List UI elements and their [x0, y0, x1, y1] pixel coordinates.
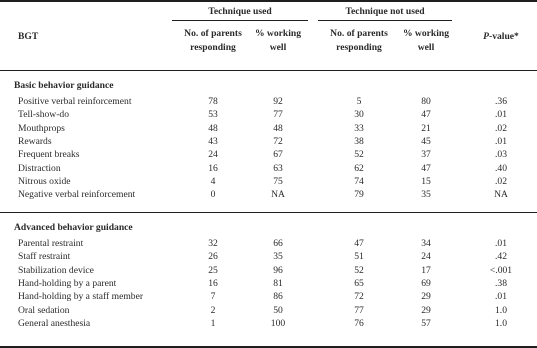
cell-notused-working: 57 [421, 317, 431, 329]
column-header-bgt: BGT [18, 31, 39, 42]
cell-notused-working: 24 [421, 251, 431, 263]
cell-pvalue: 1.0 [495, 317, 507, 329]
cell-notused-working: 80 [421, 96, 431, 107]
cell-used-parents: 16 [208, 277, 218, 289]
group-rule-not-used [318, 20, 452, 21]
cell-used-parents: 24 [208, 149, 218, 161]
cell-used-working: 66 [273, 238, 283, 249]
cell-notused-parents: 72 [354, 291, 364, 303]
row-label: Parental restraint [18, 238, 84, 249]
row-label: Distraction [18, 162, 61, 174]
cell-used-parents: 26 [208, 251, 218, 263]
cell-pvalue: .40 [495, 162, 507, 174]
subheader-used-working-line2: well [269, 42, 287, 53]
row-label: Hand-holding by a parent [18, 277, 117, 289]
row-label: General anesthesia [18, 317, 91, 329]
subheader-notused-working-line2: well [417, 42, 435, 53]
cell-pvalue: <.001 [489, 264, 513, 276]
cell-notused-parents: 30 [354, 109, 364, 121]
cell-notused-working: 17 [421, 264, 431, 276]
cell-notused-parents: 47 [354, 238, 364, 249]
cell-used-working: 48 [273, 122, 283, 134]
cell-pvalue: NA [494, 189, 508, 201]
row-label: Nitrous oxide [18, 175, 71, 187]
cell-pvalue: .01 [495, 238, 507, 249]
cell-used-working: 35 [273, 251, 283, 263]
cell-used-working: 63 [273, 162, 283, 174]
cell-used-parents: 53 [208, 109, 218, 121]
cell-notused-working: 21 [421, 122, 431, 134]
cell-notused-working: 47 [421, 109, 431, 121]
cell-pvalue: .38 [495, 277, 507, 289]
cell-notused-parents: 52 [354, 264, 364, 276]
row-label: Mouthprops [18, 122, 65, 134]
subheader-used-working-line1: % working [254, 28, 302, 39]
group-rule-used [172, 20, 308, 21]
cell-used-parents: 78 [208, 96, 218, 107]
cell-used-working: 50 [273, 304, 283, 316]
cell-used-working: 77 [273, 109, 283, 121]
cell-used-working: 72 [273, 135, 283, 147]
cell-used-working: 67 [273, 149, 283, 161]
cell-notused-working: 29 [421, 291, 431, 303]
cell-pvalue: .03 [495, 149, 507, 161]
row-label: Positive verbal reinforcement [18, 96, 132, 107]
cell-used-parents: 48 [208, 122, 218, 134]
cell-used-working: 92 [273, 96, 283, 107]
cell-used-parents: 25 [208, 264, 218, 276]
subheader-used-parents-line1: No. of parents [184, 28, 242, 39]
cell-notused-parents: 74 [354, 175, 364, 187]
cell-pvalue: .42 [495, 251, 507, 263]
cell-pvalue: .01 [495, 291, 507, 303]
row-label: Tell-show-do [18, 109, 70, 121]
cell-notused-working: 37 [421, 149, 431, 161]
cell-notused-working: 29 [421, 304, 431, 316]
cell-notused-parents: 33 [354, 122, 364, 134]
cell-used-working: 86 [273, 291, 283, 303]
cell-notused-working: 47 [421, 162, 431, 174]
cell-notused-working: 35 [421, 189, 431, 201]
row-label: Frequent breaks [18, 149, 80, 161]
cell-notused-parents: 79 [354, 189, 364, 201]
cell-pvalue: 1.0 [495, 304, 507, 316]
cell-pvalue: .02 [495, 122, 507, 134]
row-label: Negative verbal reinforcement [18, 189, 136, 201]
subheader-notused-working-line1: % working [402, 28, 450, 39]
cell-notused-parents: 52 [354, 149, 364, 161]
cell-used-parents: 0 [210, 189, 216, 201]
cell-used-parents: 4 [210, 175, 216, 187]
cell-pvalue: .01 [495, 109, 507, 121]
top-rule [0, 0, 537, 2]
cell-used-working: 96 [273, 264, 283, 276]
cell-notused-working: 34 [421, 238, 431, 249]
pvalue-suffix: -value* [489, 31, 519, 42]
cell-notused-working: 15 [421, 175, 431, 187]
cell-used-parents: 7 [210, 291, 216, 303]
cell-notused-parents: 51 [354, 251, 364, 263]
group-header-technique-used: Technique used [208, 6, 272, 17]
subheader-notused-parents-line2: responding [336, 42, 382, 53]
row-label: Staff restraint [18, 251, 71, 263]
cell-notused-working: 45 [421, 135, 431, 147]
cell-used-parents: 43 [208, 135, 218, 147]
cell-pvalue: .36 [495, 96, 507, 107]
cell-notused-parents: 76 [354, 317, 364, 329]
subheader-notused-parents-line1: No. of parents [330, 28, 388, 39]
row-label: Rewards [18, 135, 52, 147]
row-label: Oral sedation [18, 304, 70, 316]
column-header-pvalue [470, 31, 532, 42]
cell-used-parents: 32 [208, 238, 218, 249]
row-label: Stabilization device [18, 264, 94, 276]
cell-used-working: 81 [273, 277, 283, 289]
cell-notused-parents: 62 [354, 162, 364, 174]
cell-used-working: 75 [273, 175, 283, 187]
cell-notused-working: 69 [421, 277, 431, 289]
section-divider-rule [0, 212, 537, 213]
cell-used-parents: 2 [210, 304, 216, 316]
pvalue-italic-p: P [483, 31, 489, 42]
cell-used-parents: 1 [210, 317, 216, 329]
group-header-technique-not-used: Technique not used [345, 6, 425, 17]
header-bottom-rule [0, 70, 537, 71]
subheader-used-parents-line2: responding [190, 42, 236, 53]
cell-notused-parents: 65 [354, 277, 364, 289]
cell-used-parents: 16 [208, 162, 218, 174]
cell-notused-parents: 77 [354, 304, 364, 316]
section-title: Basic behavior guidance [14, 80, 114, 91]
cell-pvalue: .01 [495, 135, 507, 147]
cell-used-working: NA [271, 189, 285, 201]
row-label: Hand-holding by a staff member [18, 291, 144, 303]
cell-notused-parents: 38 [354, 135, 364, 147]
cell-notused-parents: 5 [356, 96, 362, 107]
cell-pvalue: .02 [495, 175, 507, 187]
cell-used-working: 100 [270, 317, 286, 329]
section-title: Advanced behavior guidance [14, 222, 133, 233]
